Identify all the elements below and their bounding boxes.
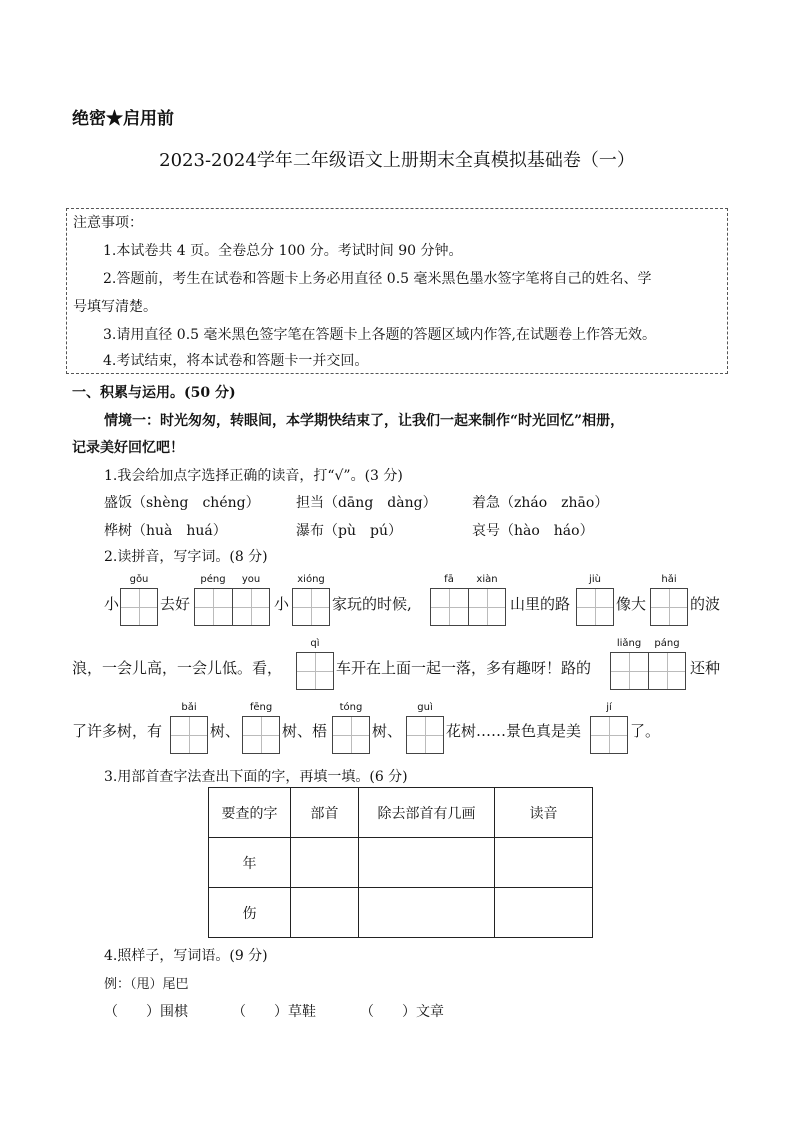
pinyin: tóng (339, 702, 363, 713)
q2-text: 还种 (690, 659, 721, 677)
answer-cell[interactable] (495, 888, 593, 938)
char-box[interactable] (170, 716, 208, 754)
q4-item[interactable]: （ ）围棋 (104, 1004, 188, 1020)
q2-text: 花树……景色真是美 (446, 722, 582, 740)
char-box[interactable] (650, 588, 688, 626)
context-text: 记录美好回忆吧！ (72, 440, 184, 456)
question-3-prompt: 3.用部首查字法查出下面的字，再填一填。(6 分) (104, 769, 408, 785)
notice-box (66, 208, 728, 374)
q1-item: 着急（zháo zhāo） (472, 495, 609, 511)
q2-text: 了许多树，有 (72, 722, 163, 740)
q1-item: 桦树（huà huá） (104, 523, 227, 539)
q2-text: 车开在上面一起一落，多有趣呀！路的 (336, 659, 592, 677)
context-text: 情境一：时光匆匆，转眼间，本学期快结束了，让我们一起来制作“时光回忆”相册， (104, 413, 625, 429)
pinyin: liǎng (616, 638, 642, 649)
notice-item: 3.请用直径 0.5 毫米黑色签字笔在答题卡上各题的答题区域内作答,在试题卷上作答无效。 (103, 327, 656, 343)
pinyin: péng (200, 574, 226, 585)
notice-item: 2.答题前，考生在试卷和答题卡上务必用直径 0.5 毫米黑色墨水签字笔将自己的姓名、学 (103, 271, 652, 287)
q2-text: 小 (104, 595, 120, 613)
table-header: 要查的字 (209, 788, 291, 838)
pinyin: bǎi (181, 702, 197, 713)
pinyin: qì (310, 638, 320, 649)
q2-text: 树、 (210, 722, 241, 740)
q2-text: 树、梧 (282, 722, 328, 740)
char-box[interactable] (406, 716, 444, 754)
answer-cell[interactable] (291, 888, 359, 938)
section-heading: 一、积累与运用。(50 分) (72, 385, 236, 401)
q4-item[interactable]: （ ）文章 (360, 1004, 444, 1020)
q2-text: 浪，一会儿高，一会儿低。看， (72, 659, 283, 677)
pinyin: guì (417, 702, 433, 713)
question-2-prompt: 2.读拼音，写字词。(8 分) (104, 549, 268, 565)
confidential-label: 绝密★启用前 (72, 109, 174, 129)
char-box[interactable] (120, 588, 158, 626)
pinyin: xiàn (476, 574, 498, 585)
char-box[interactable] (610, 652, 686, 690)
answer-cell[interactable] (291, 838, 359, 888)
answer-cell[interactable] (359, 838, 495, 888)
char-box[interactable] (242, 716, 280, 754)
q2-text: 家玩的时候, (332, 595, 412, 613)
answer-cell[interactable] (359, 888, 495, 938)
q1-item: 哀号（hào háo） (472, 523, 594, 539)
q1-item: 瀑布（pù pú） (296, 523, 402, 539)
notice-heading: 注意事项： (73, 215, 143, 231)
table-header: 除去部首有几画 (359, 788, 495, 838)
q2-text: 像大 (616, 595, 647, 613)
char-box[interactable] (194, 588, 270, 626)
q1-item: 担当（dāng dàng） (296, 495, 437, 511)
table-cell: 伤 (209, 888, 291, 938)
table-cell: 年 (209, 838, 291, 888)
pinyin: gǒu (129, 574, 149, 585)
q1-item: 盛饭（shèng chéng） (104, 495, 260, 511)
q2-text: 去好 (160, 595, 191, 613)
pinyin: páng (654, 638, 680, 649)
page-title: 2023-2024学年二年级语文上册期末全真模拟基础卷（一） (159, 150, 635, 171)
q2-text: 山里的路 (510, 595, 571, 613)
radical-table (208, 787, 593, 938)
char-box[interactable] (576, 588, 614, 626)
answer-cell[interactable] (495, 838, 593, 888)
q2-text: 的波 (690, 595, 721, 613)
pinyin: jiù (589, 574, 601, 585)
q2-text: 小 (274, 595, 290, 613)
pinyin: fā (444, 574, 454, 585)
notice-item: 1.本试卷共 4 页。全卷总分 100 分。考试时间 90 分钟。 (103, 243, 463, 259)
char-box[interactable] (590, 716, 628, 754)
q2-text: 树、 (372, 722, 403, 740)
char-box[interactable] (292, 588, 330, 626)
notice-item: 4.考试结束，将本试卷和答题卡一并交回。 (103, 353, 369, 369)
pinyin: xióng (297, 574, 325, 585)
char-box[interactable] (296, 652, 334, 690)
q4-item[interactable]: （ ）草鞋 (232, 1004, 316, 1020)
pinyin: hǎi (661, 574, 677, 585)
char-box[interactable] (430, 588, 506, 626)
table-header: 读音 (495, 788, 593, 838)
q4-example: 例：（甩）尾巴 (104, 977, 189, 992)
pinyin: jí (606, 702, 612, 713)
question-4-prompt: 4.照样子，写词语。(9 分) (104, 948, 268, 964)
q2-text: 了。 (630, 722, 661, 740)
pinyin: fēng (249, 702, 273, 713)
table-header: 部首 (291, 788, 359, 838)
notice-item: 号填写清楚。 (73, 299, 157, 315)
char-box[interactable] (332, 716, 370, 754)
question-1-prompt: 1.我会给加点字选择正确的读音，打“√”。(3 分) (104, 468, 403, 484)
pinyin: you (241, 574, 261, 585)
